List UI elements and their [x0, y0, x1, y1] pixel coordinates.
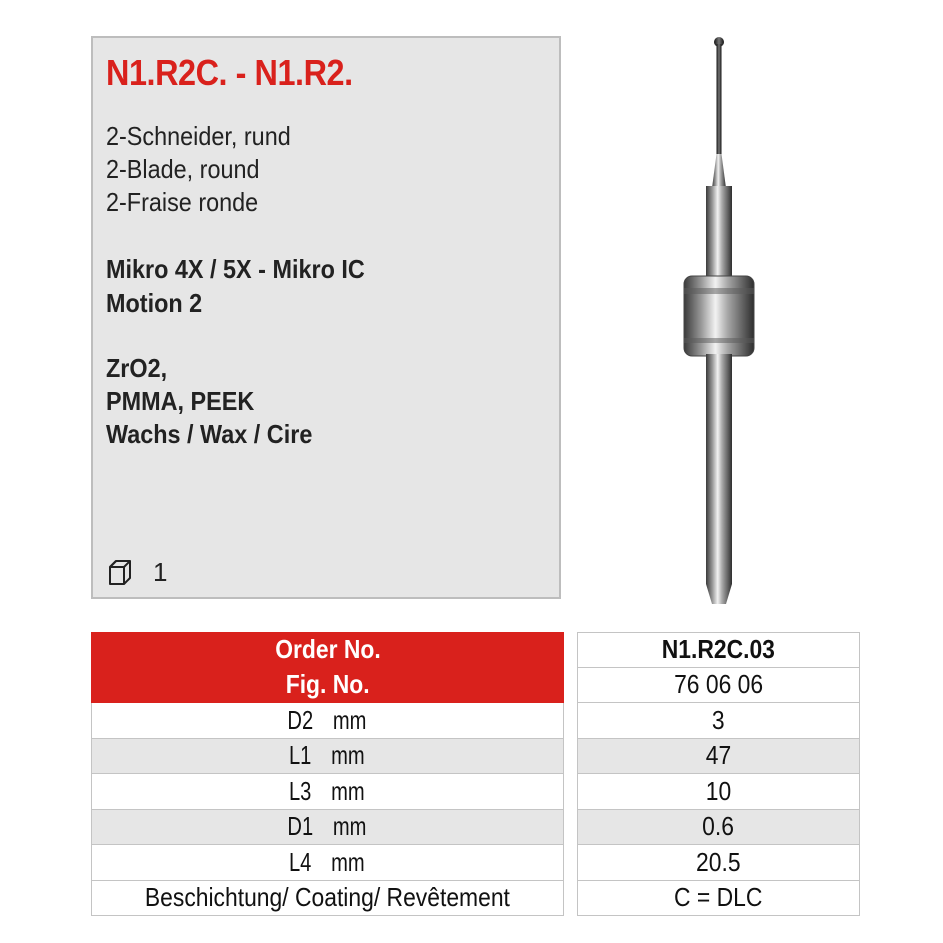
coating-label: Beschichtung/ Coating/ Revêtement [91, 881, 564, 917]
machine-line: Motion 2 [106, 288, 203, 318]
spec-label-row: D2 mm [91, 703, 564, 739]
spec-value: 3 [577, 703, 860, 739]
package-box-icon [107, 557, 137, 587]
product-title: N1.R2C. - N1.R2. [106, 52, 353, 93]
spec-labels-column [91, 632, 564, 916]
spec-label-row: L1 mm [91, 739, 564, 775]
spec-label-row: L3 mm [91, 774, 564, 810]
product-description [106, 120, 291, 219]
spec-values-column [577, 632, 860, 916]
pack-quantity-value: 1 [153, 556, 168, 587]
materials [106, 352, 312, 451]
spec-value: 20.5 [577, 845, 860, 881]
machine-line: Mikro 4X / 5X - Mikro IC [106, 254, 365, 284]
fig-no-value: 76 06 06 [577, 668, 860, 704]
material-line: PMMA, PEEK [106, 386, 255, 416]
milling-bur-icon [668, 28, 768, 608]
order-no-label: Order No. [91, 632, 564, 668]
spec-value: 0.6 [577, 810, 860, 846]
coating-value: C = DLC [577, 881, 860, 917]
description-en: 2-Blade, round [106, 154, 260, 184]
order-no-value: N1.R2C.03 [577, 632, 860, 668]
pack-quantity [107, 555, 167, 589]
compatible-machines [106, 252, 365, 320]
spec-label-row: D1 mm [91, 810, 564, 846]
material-line: Wachs / Wax / Cire [106, 419, 313, 449]
material-line: ZrO2, [106, 353, 168, 383]
fig-no-label: Fig. No. [91, 668, 564, 704]
product-info-panel [91, 36, 561, 599]
description-de: 2-Schneider, rund [106, 121, 291, 151]
description-fr: 2-Fraise ronde [106, 187, 259, 217]
spec-label-row: L4 mm [91, 845, 564, 881]
spec-value: 47 [577, 739, 860, 775]
spec-value: 10 [577, 774, 860, 810]
